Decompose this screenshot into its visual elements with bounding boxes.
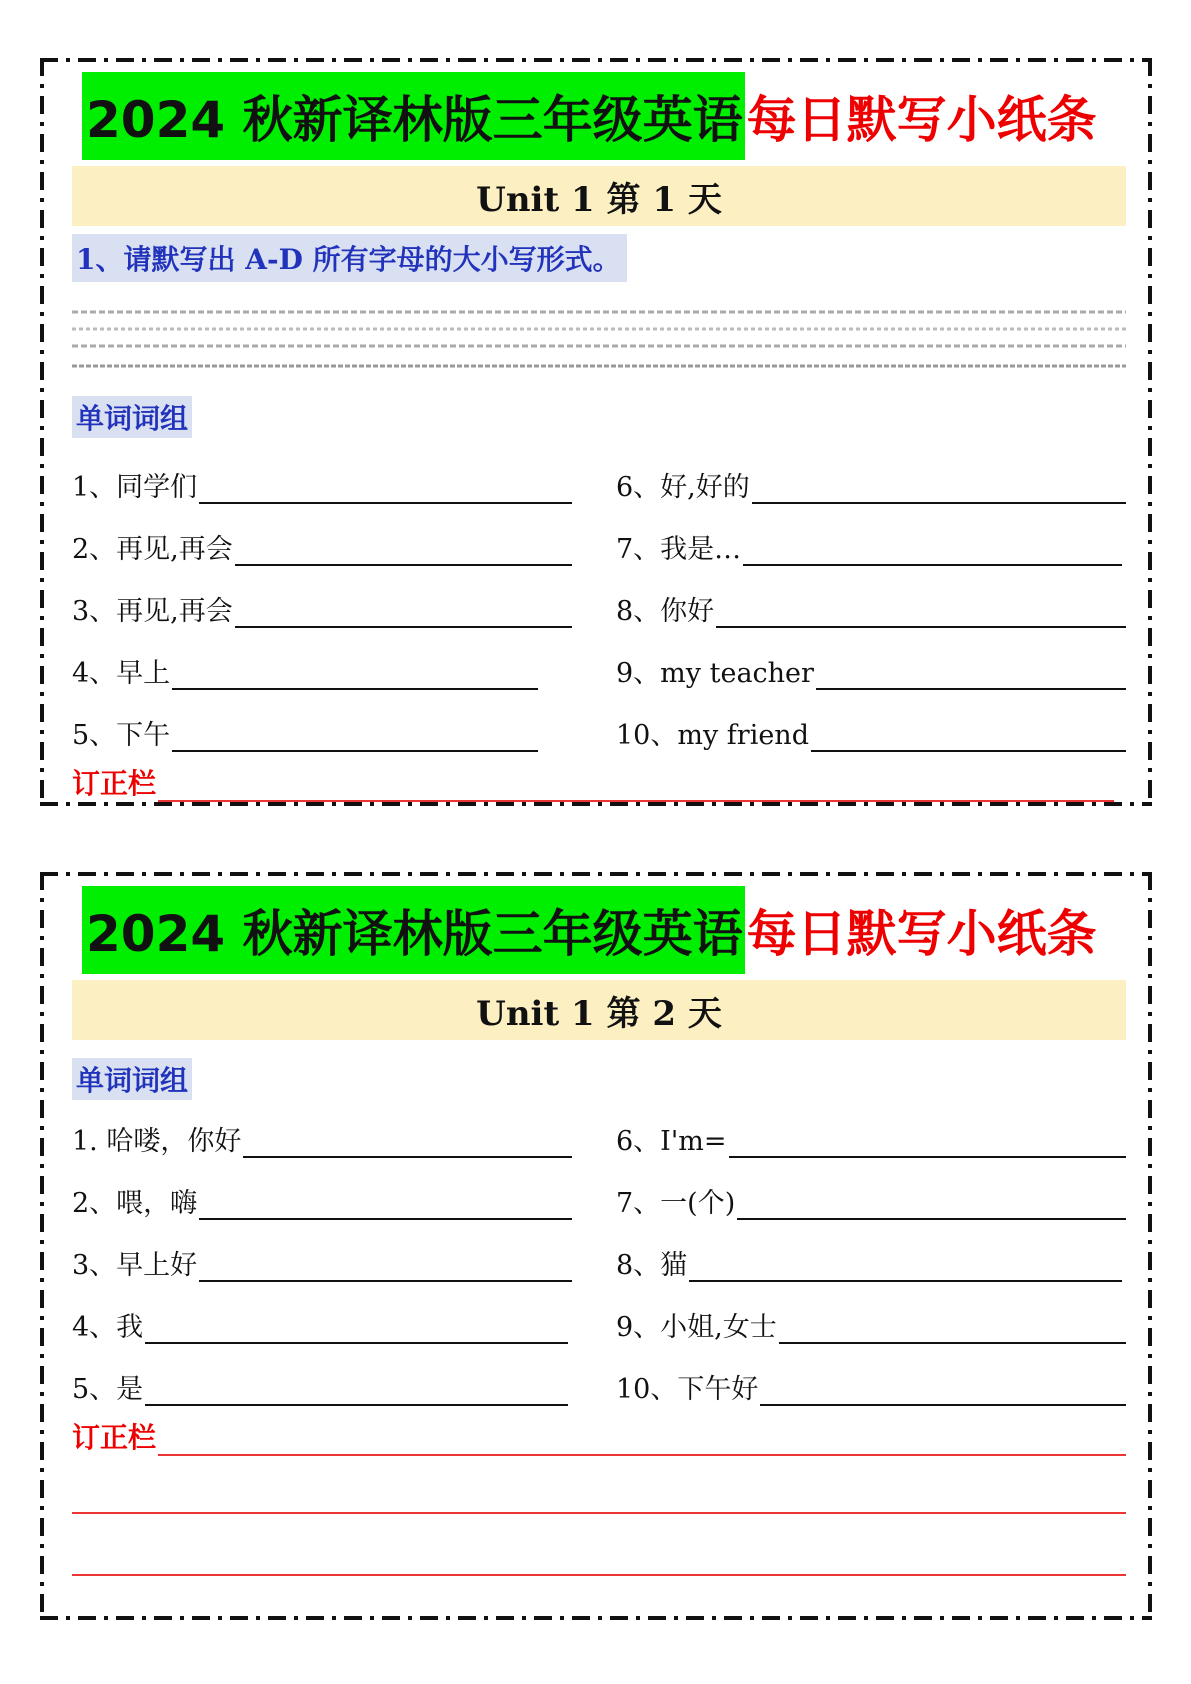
title-highlighted: 2024 秋新译林版三年级英语 xyxy=(82,886,745,974)
dictation-card-day-1 xyxy=(40,58,1152,806)
word-item: 3、早上好 xyxy=(72,1242,572,1282)
dictation-card-day-2 xyxy=(40,872,1152,1620)
answer-blank[interactable] xyxy=(760,1370,1126,1406)
answer-blank[interactable] xyxy=(811,716,1126,752)
word-item: 10、my friend xyxy=(616,712,1126,752)
correction-row xyxy=(72,1416,1126,1456)
correction-label: 订正栏 xyxy=(72,1421,157,1454)
word-item: 7、一(个) xyxy=(616,1180,1126,1220)
answer-blank[interactable] xyxy=(199,1246,572,1282)
word-item: 10、下午好 xyxy=(616,1366,1126,1406)
word-item: 3、再见,再会 xyxy=(72,588,572,628)
answer-blank[interactable] xyxy=(716,592,1126,628)
answer-blank[interactable] xyxy=(145,1370,568,1406)
card-title xyxy=(82,72,1097,160)
word-item: 4、早上 xyxy=(72,650,538,690)
title-highlighted: 2024 秋新译林版三年级英语 xyxy=(82,72,745,160)
question-prompt: 1、请默写出 A-D 所有字母的大小写形式。 xyxy=(72,234,627,282)
word-item: 4、我 xyxy=(72,1304,568,1344)
word-item: 8、你好 xyxy=(616,588,1126,628)
answer-blank[interactable] xyxy=(816,654,1126,690)
letter-writing-guide-lines xyxy=(72,308,1126,374)
answer-blank[interactable] xyxy=(235,592,572,628)
answer-blank[interactable] xyxy=(235,530,572,566)
answer-blank[interactable] xyxy=(172,654,538,690)
answer-blank[interactable] xyxy=(243,1122,572,1158)
word-item: 9、my teacher xyxy=(616,650,1126,690)
correction-label: 订正栏 xyxy=(72,767,157,800)
answer-blank[interactable] xyxy=(145,1308,568,1344)
answer-blank[interactable] xyxy=(752,468,1126,504)
answer-blank[interactable] xyxy=(743,530,1122,566)
title-red: 每日默写小纸条 xyxy=(746,905,1097,963)
correction-extra-line[interactable] xyxy=(72,1574,1126,1576)
word-item: 1、同学们 xyxy=(72,464,572,504)
word-item: 5、是 xyxy=(72,1366,568,1406)
answer-blank[interactable] xyxy=(199,1184,572,1220)
answer-blank[interactable] xyxy=(729,1122,1127,1158)
word-item: 5、下午 xyxy=(72,712,538,752)
answer-blank[interactable] xyxy=(689,1246,1122,1282)
section-label-words: 单词词组 xyxy=(72,396,192,438)
word-item: 2、喂，嗨 xyxy=(72,1180,572,1220)
word-item: 8、猫 xyxy=(616,1242,1122,1282)
word-item: 1. 哈喽，你好 xyxy=(72,1118,572,1158)
word-item: 2、再见,再会 xyxy=(72,526,572,566)
answer-blank[interactable] xyxy=(199,468,572,504)
title-red: 每日默写小纸条 xyxy=(746,91,1097,149)
answer-blank[interactable] xyxy=(172,716,538,752)
correction-row xyxy=(72,762,1114,802)
answer-blank[interactable] xyxy=(737,1184,1126,1220)
section-label-words: 单词词组 xyxy=(72,1058,192,1100)
correction-blank[interactable] xyxy=(158,768,1114,802)
word-item: 6、I'm= xyxy=(616,1118,1126,1158)
unit-day-heading: Unit 1 第 2 天 xyxy=(72,980,1126,1040)
unit-day-heading: Unit 1 第 1 天 xyxy=(72,166,1126,226)
answer-blank[interactable] xyxy=(779,1308,1126,1344)
word-item: 7、我是… xyxy=(616,526,1122,566)
word-item: 6、好,好的 xyxy=(616,464,1126,504)
correction-extra-line[interactable] xyxy=(72,1512,1126,1514)
word-item: 9、小姐,女士 xyxy=(616,1304,1126,1344)
correction-blank[interactable] xyxy=(158,1422,1126,1456)
card-title xyxy=(82,886,1097,974)
